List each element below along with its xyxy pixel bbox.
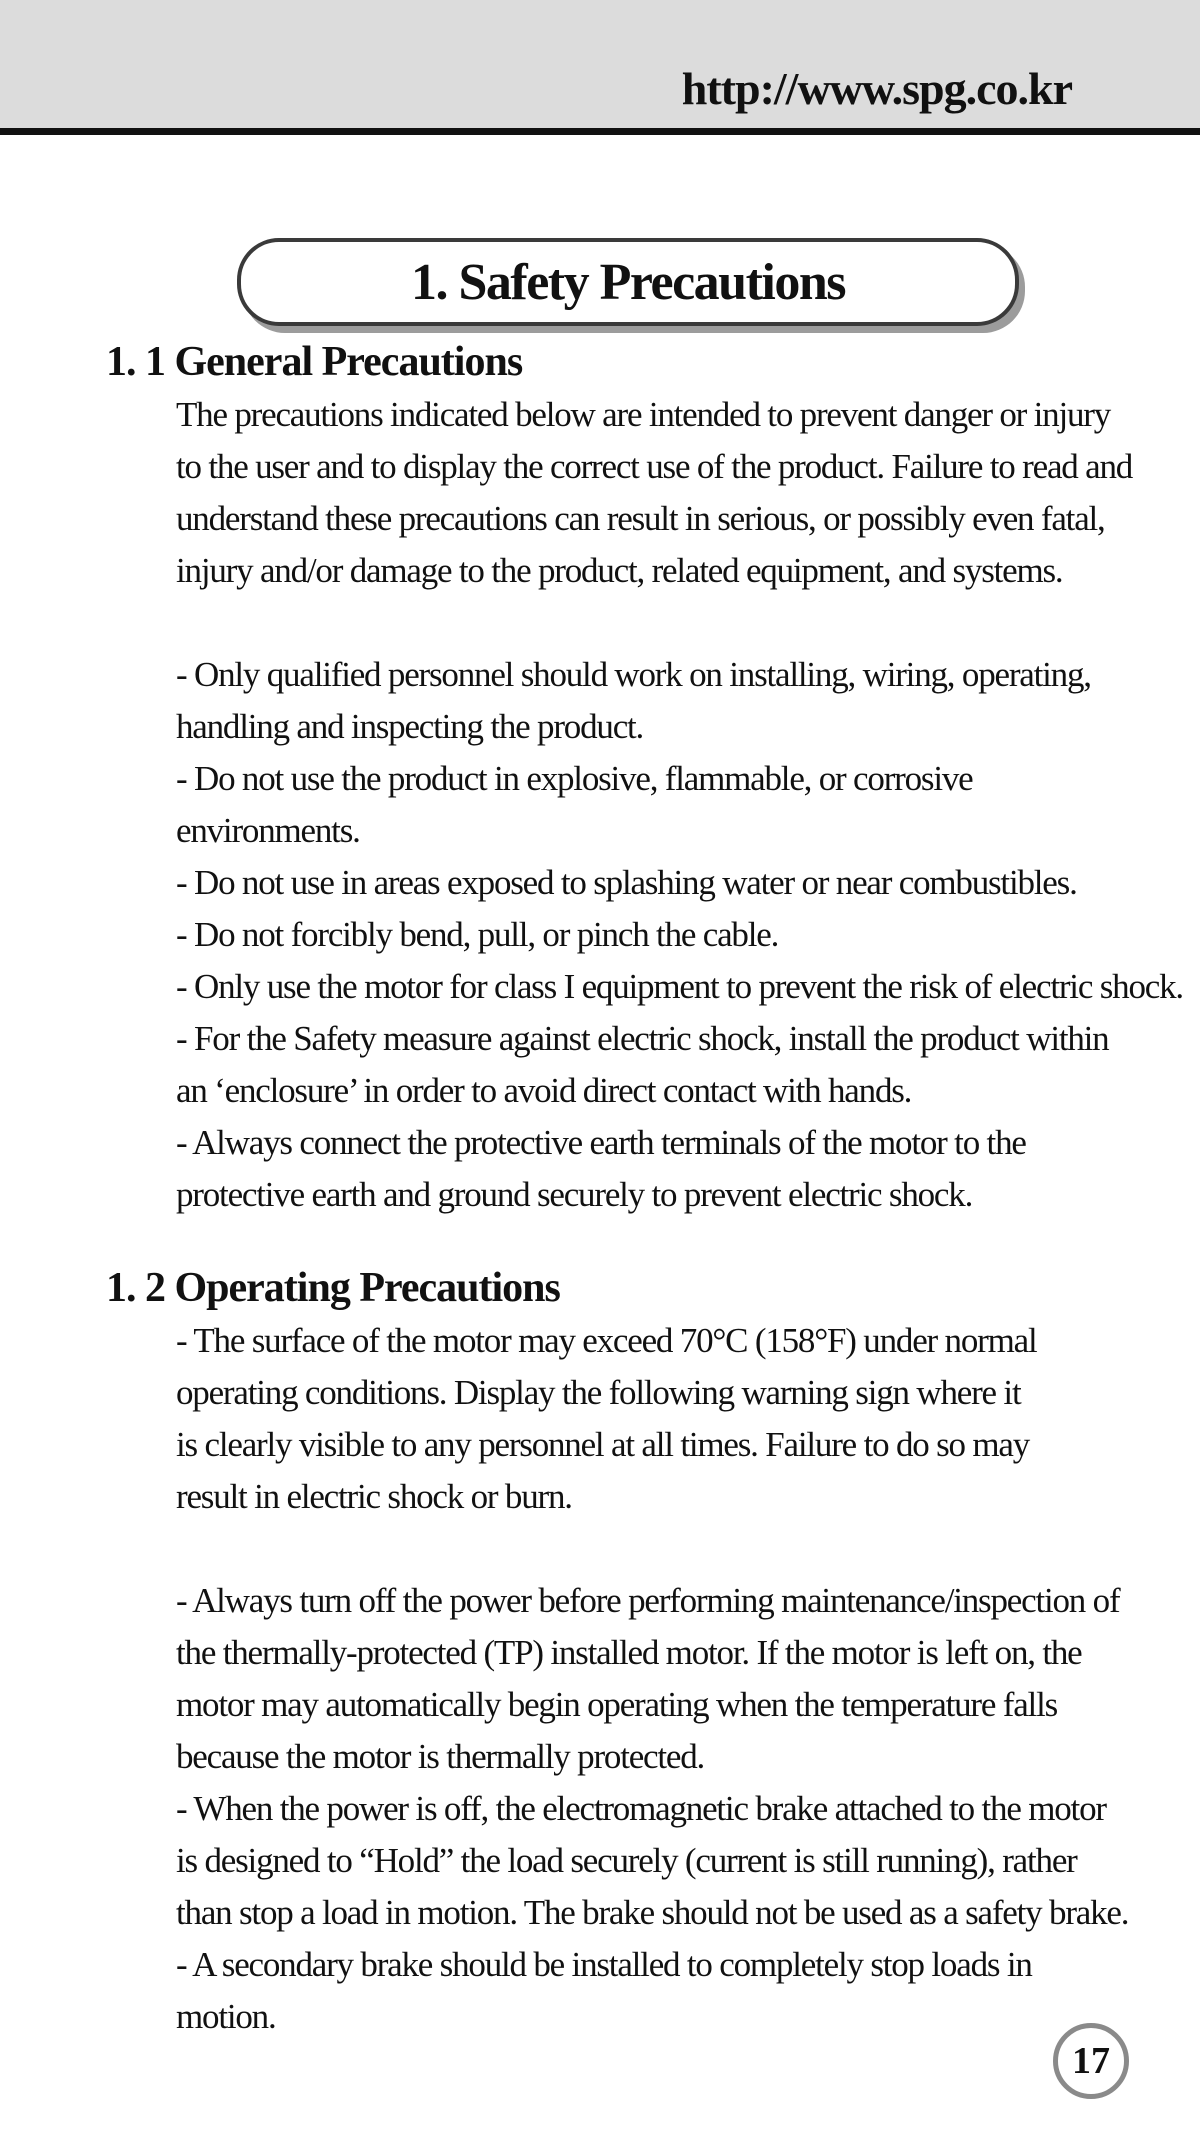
list-item — [176, 1575, 1120, 1783]
list-item-line: handling and inspecting the product. — [176, 707, 644, 746]
list-item — [176, 909, 1106, 961]
list-item — [176, 1315, 1106, 1523]
list-item-line: - Always turn off the power before performing maintenance/inspection of — [176, 1581, 1120, 1620]
list-item-line: - When the power is off, the electromagnetic brake attached to the motor — [176, 1789, 1106, 1828]
list-item-line: is designed to “Hold” the load securely (current is still running), rather — [176, 1841, 1077, 1880]
list-item — [176, 1013, 1109, 1117]
list-item — [176, 753, 1106, 857]
list-item-line: - Do not forcibly bend, pull, or pinch the cable. — [176, 915, 779, 954]
list-item-line: result in electric shock or burn. — [176, 1477, 572, 1516]
intro-line: injury and/or damage to the product, related equipment, and systems. — [176, 551, 1063, 590]
list-item-line: - Always connect the protective earth terminals of the motor to the — [176, 1123, 1026, 1162]
list-item-line: is clearly visible to any personnel at all times. Failure to do so may — [176, 1425, 1030, 1464]
list-item-line: the thermally-protected (TP) installed motor. If the motor is left on, the — [176, 1633, 1082, 1672]
list-item-line: protective earth and ground securely to prevent electric shock. — [176, 1175, 973, 1214]
operating-precautions-list-a — [176, 1315, 1106, 1523]
list-item-line: - The surface of the motor may exceed 70°C (158°F) under normal — [176, 1321, 1037, 1360]
general-precautions-list — [176, 649, 1183, 1221]
list-item-line: operating conditions. Display the following warning sign where it — [176, 1373, 1021, 1412]
list-item — [176, 649, 1106, 753]
list-item — [176, 1783, 1129, 1939]
list-item-line: environments. — [176, 811, 360, 850]
page-number: 17 — [1053, 2023, 1129, 2099]
section-heading-operating: 1. 2 Operating Precautions — [106, 1265, 560, 1311]
list-item-line: motion. — [176, 1997, 276, 2036]
list-item — [176, 961, 1183, 1013]
list-item-line: an ‘enclosure’ in order to avoid direct contact with hands. — [176, 1071, 912, 1110]
general-intro-paragraph — [176, 389, 1133, 597]
list-item-line: - Do not use in areas exposed to splashing water or near combustibles. — [176, 863, 1077, 902]
header-url: http://www.spg.co.kr — [681, 63, 1072, 114]
list-item-line: - For the Safety measure against electric shock, install the product within — [176, 1019, 1109, 1058]
list-item-line: - Only use the motor for class I equipment to prevent the risk of electric shock. — [176, 967, 1183, 1006]
list-item-line: because the motor is thermally protected. — [176, 1737, 705, 1776]
list-item — [176, 1939, 1106, 2043]
list-item — [176, 857, 1106, 909]
header-band — [0, 0, 1200, 135]
intro-line: understand these precautions can result in serious, or possibly even fatal, — [176, 499, 1105, 538]
page-title: 1. Safety Precautions — [410, 253, 846, 311]
list-item-line: than stop a load in motion. The brake should not be used as a safety brake. — [176, 1893, 1129, 1932]
section-heading-general: 1. 1 General Precautions — [106, 339, 523, 385]
list-item-line: - Do not use the product in explosive, flammable, or corrosive — [176, 759, 973, 798]
operating-precautions-list-b — [176, 1575, 1129, 2043]
list-item-line: - A secondary brake should be installed to completely stop loads in — [176, 1945, 1032, 1984]
intro-line: The precautions indicated below are intended to prevent danger or injury — [176, 395, 1111, 434]
list-item-line: motor may automatically begin operating when the temperature falls — [176, 1685, 1058, 1724]
page-title-box — [237, 238, 1019, 326]
list-item — [176, 1117, 1106, 1221]
list-item-line: - Only qualified personnel should work on installing, wiring, operating, — [176, 655, 1091, 694]
intro-line: to the user and to display the correct use of the product. Failure to read and — [176, 447, 1133, 486]
